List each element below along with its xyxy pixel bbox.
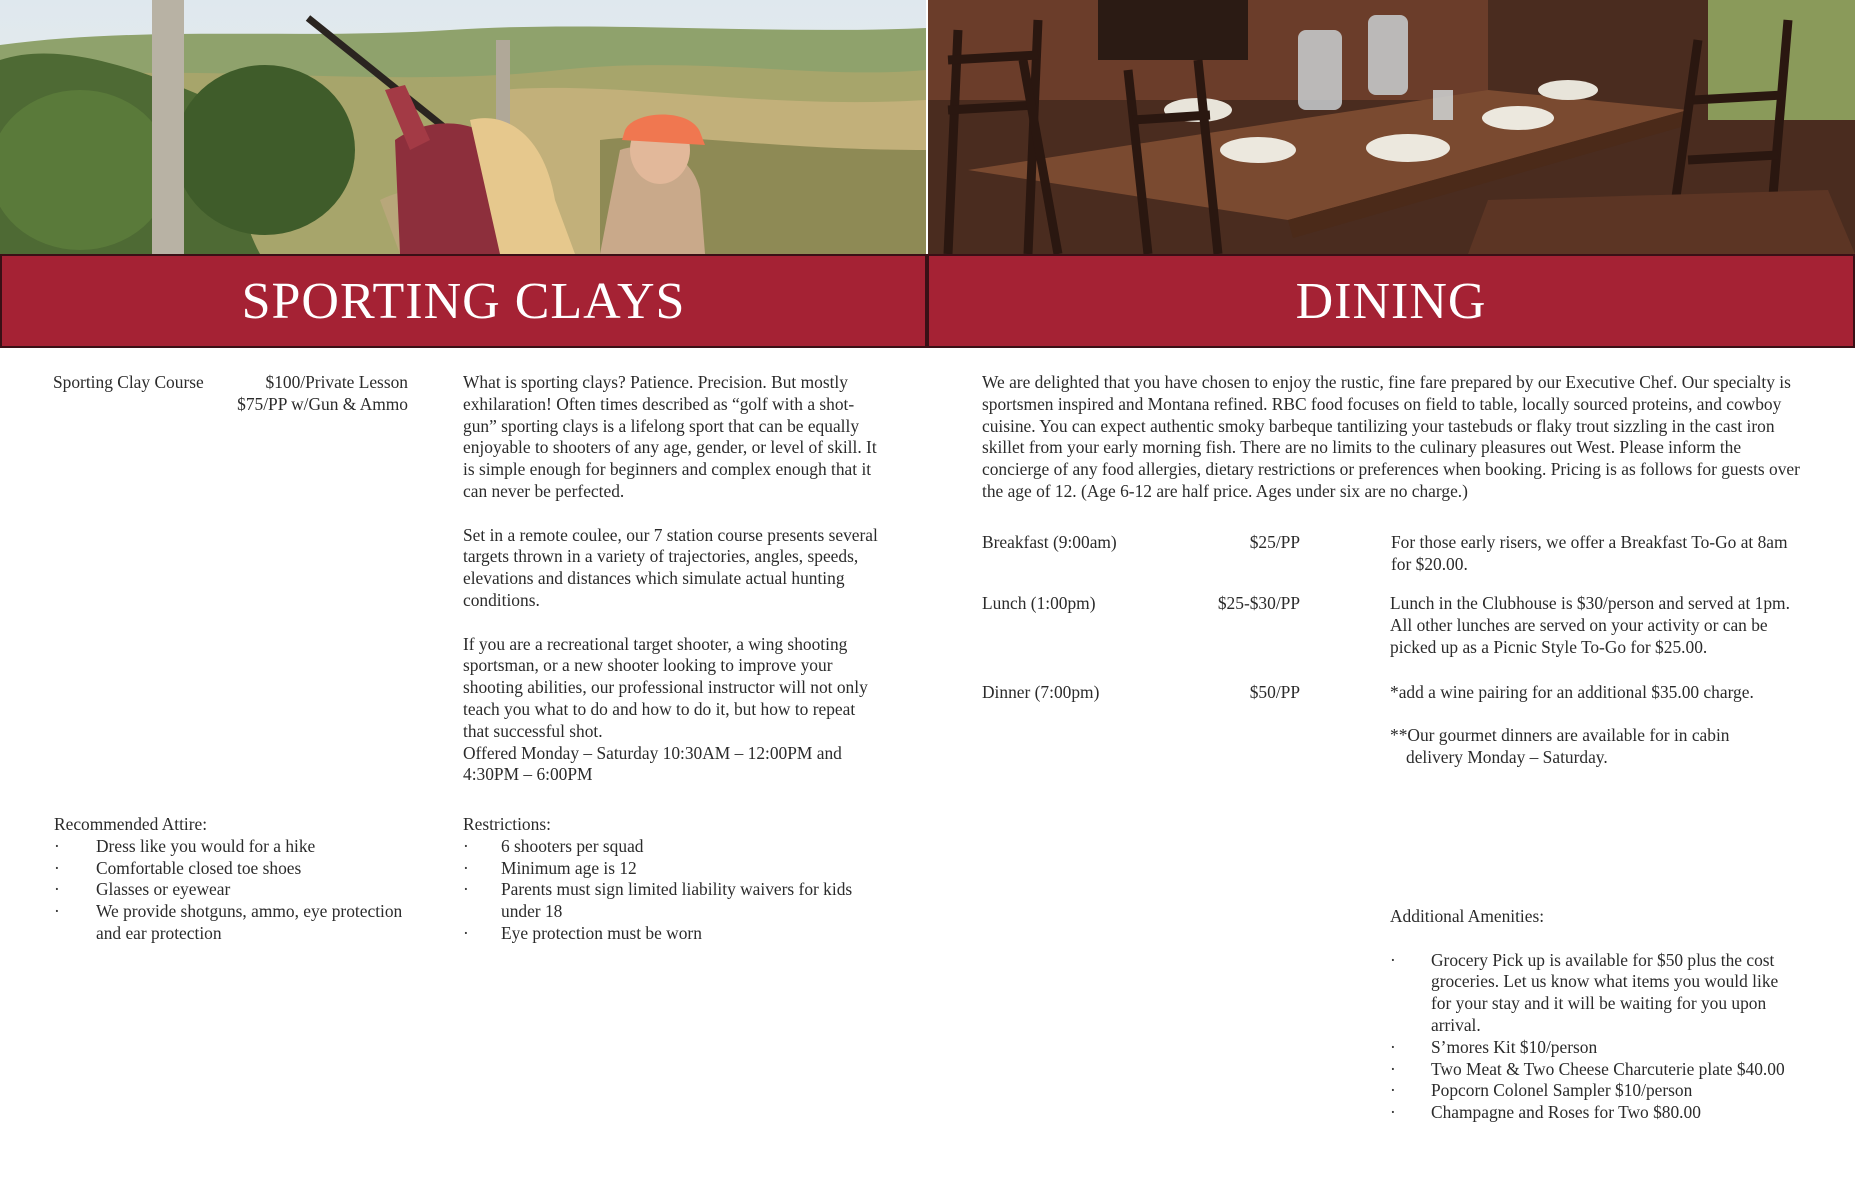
per-person-price: $75/PP w/Gun & Ammo [237, 394, 408, 414]
meal-price: $50/PP [1249, 682, 1300, 702]
meal-price: $25-$30/PP [1217, 593, 1300, 613]
meal-note: *add a wine pairing for an additional $35.00 charge. [1390, 682, 1754, 702]
list-item: · Champagne and Roses for Two $80.00 [1390, 1102, 1810, 1124]
dining-banner [927, 254, 1855, 348]
amenities-list [1390, 950, 1810, 1124]
description-paragraph: What is sporting clays? Patience. Precision. But mostly exhilaration! Often times described as “golf with a shot-gun” sporting clays is a lifelong sport that can be equally enjoyable to shooters of any age, gender, or level of skill. It is simple enough for beginners and complex enough that it can never be perfected. [463, 372, 877, 501]
sporting-clays-photo [0, 0, 926, 254]
list-item: · Eye protection must be worn [463, 923, 883, 945]
gourmet-note: **Our gourmet dinners are available for in cabin delivery Monday – Saturday. [1390, 725, 1730, 767]
restrictions-title: Restrictions: [463, 814, 551, 834]
list-item: · S’mores Kit $10/person [1390, 1037, 1810, 1059]
amenities-title: Additional Amenities: [1390, 906, 1545, 926]
attire-title: Recommended Attire: [54, 814, 208, 834]
dining-photo [928, 0, 1855, 254]
private-lesson-price: $100/Private Lesson [265, 372, 408, 392]
restrictions [463, 814, 883, 945]
meal-name: Breakfast (9:00am) [982, 532, 1117, 552]
meal-note: For those early risers, we offer a Breakfast To-Go at 8am for $20.00. [1391, 532, 1788, 574]
description-paragraph: Set in a remote coulee, our 7 station course presents several targets thrown in a variety of trajectories, angles, speeds, elevations and distances which simulate actual hunting conditions. [463, 524, 878, 610]
sporting-clays-title: SPORTING CLAYS [241, 272, 686, 330]
sporting-clays-description [463, 372, 883, 786]
meal-name: Lunch (1:00pm) [982, 593, 1096, 613]
list-item: · Grocery Pick up is available for $50 plus the cost groceries. Let us know what items you would like for your stay and it will be waiting for you upon arrival. [1390, 950, 1791, 1037]
list-item: · We provide shotguns, ammo, eye protection and ear protection [54, 901, 424, 945]
additional-amenities [1390, 906, 1810, 1124]
dining-title: DINING [1295, 272, 1487, 330]
list-item: · Popcorn Colonel Sampler $10/person [1390, 1080, 1810, 1102]
attire-list [54, 836, 424, 945]
dining-intro: We are delighted that you have chosen to enjoy the rustic, fine fare prepared by our Executive Chef. Our specialty is sportsmen inspired and Montana refined. RBC food focuses on field to table, locally sourced proteins, and cowboy cuisine. You can expect authentic smoky barbeque tantilizing your tastebuds or flaky trout sizzling in the cast iron skillet from your early morning fish. There are no limits to the culinary pleasures out West. Please inform the concierge of any food allergies, dietary restrictions or preferences when booking. Pricing is as follows for guests over the age of 12. (Age 6-12 are half price. Ages under six are no charge.) [982, 372, 1800, 501]
recommended-attire [54, 814, 424, 945]
description-paragraph: If you are a recreational target shooter, a wing shooting sportsman, or a new shooter looking to improve your shooting abilities, our professional instructor will not only teach you what to do and how to do it, but how to repeat that successful shot. [463, 633, 868, 741]
list-item: · Glasses or eyewear [54, 879, 424, 901]
meal-name: Dinner (7:00pm) [982, 682, 1100, 702]
list-item: · 6 shooters per squad [463, 836, 883, 858]
list-item: · Parents must sign limited liability waivers for kids under 18 [463, 879, 883, 923]
sporting-clays-banner [0, 254, 927, 348]
list-item: · Two Meat & Two Cheese Charcuterie plate $40.00 [1390, 1059, 1810, 1081]
course-label: Sporting Clay Course [53, 372, 204, 392]
meal-price: $25/PP [1249, 532, 1300, 552]
list-item: · Dress like you would for a hike [54, 836, 424, 858]
list-item: · Comfortable closed toe shoes [54, 858, 424, 880]
meal-note: Lunch in the Clubhouse is $30/person and served at 1pm. All other lunches are served on your activity or can be picked up as a Picnic Style To-Go for $25.00. [1390, 593, 1790, 657]
restrictions-list [463, 836, 883, 945]
list-item: · Minimum age is 12 [463, 858, 883, 880]
offered-schedule: Offered Monday – Saturday 10:30AM – 12:00PM and 4:30PM – 6:00PM [463, 742, 842, 785]
